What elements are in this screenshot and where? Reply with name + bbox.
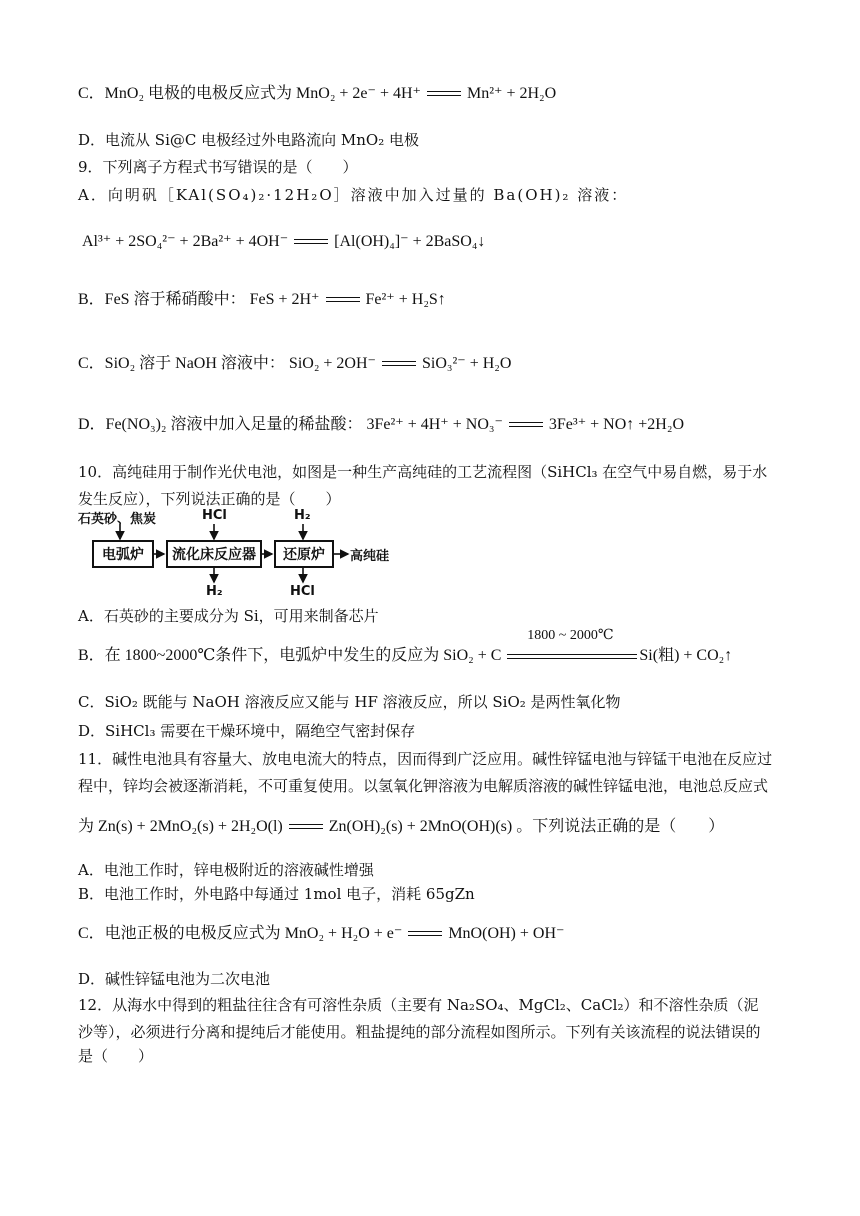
equals-sign-icon: [408, 930, 442, 938]
flow-product: 高纯硅: [350, 549, 390, 564]
q8c-text: C．MnO₂ 电极的电极反应式为: [78, 85, 293, 102]
q11-option-c: [78, 924, 800, 944]
q9d-eq-right: 3Fe³⁺ + NO↑ +2H₂O: [548, 416, 684, 433]
q9-stem: 9．下列离子方程式书写错误的是（ ）: [78, 158, 358, 176]
equals-sign-icon: [382, 360, 416, 368]
q11-eq-left: Zn(s) + 2MnO₂(s) + 2H₂O(l): [98, 818, 283, 835]
q10b-eq-right: Si(粗) + CO₂↑: [639, 647, 733, 664]
q10b-eq-left: SiO₂ + C: [443, 647, 502, 664]
q10-option-c: C．SiO₂ 既能与 NaOH 溶液反应又能与 HF 溶液反应，所以 SiO₂ 是两性氧化物: [78, 693, 621, 711]
q9c-eq-left: SiO₂ + 2OH⁻: [288, 355, 376, 372]
q11-option-d: D．碱性锌锰电池为二次电池: [78, 970, 271, 988]
q8c-eq-left: MnO₂ + 2e⁻ + 4H⁺: [296, 85, 421, 102]
q11-pre: 为: [78, 818, 95, 835]
q11-stem-line1: 11．碱性电池具有容量大、放电电流大的特点，因而得到广泛应用。碱性锌锰电池与锌锰干电池在反应过: [78, 750, 773, 768]
reaction-condition-label: 1800 ~ 2000℃: [527, 628, 614, 644]
q8-option-c: [78, 84, 800, 104]
q9-option-a-eq: [82, 232, 800, 252]
flow-input-hcl: HCl: [202, 508, 227, 523]
q11c-eq-left: MnO₂ + H₂O + e⁻: [284, 925, 403, 942]
box-reduction-furnace: 还原炉: [274, 540, 334, 568]
q10-option-b: [78, 628, 800, 666]
reaction-condition: [505, 628, 635, 666]
q10-stem-line1: 10．高纯硅用于制作光伏电池，如图是一种生产高纯硅的工艺流程图（SiHCl₃ 在空气中易自燃，易于水: [78, 463, 768, 481]
q11-eq-right: Zn(OH)₂(s) + 2MnO(OH)(s): [328, 818, 513, 835]
q8-option-d: D．电流从 Si@C 电极经过外电路流向 MnO₂ 电极: [78, 131, 419, 149]
q9-option-a-intro: A．向明矾［KAl(SO₄)₂·12H₂O］溶液中加入过量的 Ba(OH)₂ 溶液：: [78, 186, 629, 204]
q9-option-d: [78, 415, 800, 435]
q9b-eq-right: Fe²⁺ + H₂S↑: [365, 291, 446, 308]
q9a-eq-right: [Al(OH)₄]⁻ + 2BaSO₄↓: [334, 233, 486, 250]
q11-option-b: B．电池工作时，外电路中每通过 1mol 电子，消耗 65gZn: [78, 885, 475, 903]
flow-output-h2: H₂: [206, 584, 223, 599]
box-arc-furnace: 电弧炉: [92, 540, 154, 568]
process-flow-diagram: [78, 508, 398, 604]
q10-option-a: A．石英砂的主要成分为 Si，可用来制备芯片: [78, 607, 379, 625]
q12-stem-line2: 沙等），必须进行分离和提纯后才能使用。粗盐提纯的部分流程如图所示。下列有关该流程的说法错误的: [78, 1023, 761, 1041]
q9a-eq-left: Al³⁺ + 2SO₄²⁻ + 2Ba²⁺ + 4OH⁻: [82, 233, 289, 250]
q9b-text: B．FeS 溶于稀硝酸中：: [78, 291, 246, 308]
q9b-eq-left: FeS + 2H⁺: [249, 291, 320, 308]
q11c-eq-right: MnO(OH) + OH⁻: [448, 925, 565, 942]
flow-output-hcl: HCl: [290, 584, 315, 599]
q11-post: 。下列说法正确的是（ ）: [516, 818, 725, 835]
q11-stem-line2: 程中，锌均会被逐渐消耗，不可重复使用。以氢氧化钾溶液为电解质溶液的碱性锌锰电池，电池总反应式: [78, 777, 769, 795]
equals-sign-icon: [326, 296, 360, 304]
q9d-eq-left: 3Fe²⁺ + 4H⁺ + NO₃⁻: [366, 416, 503, 433]
q8c-eq-right: Mn²⁺ + 2H₂O: [467, 85, 557, 102]
equals-sign-icon: [294, 238, 328, 246]
equals-sign-icon: [427, 90, 461, 98]
q9c-eq-right: SiO₃²⁻ + H₂O: [421, 355, 512, 372]
q10-stem-line2: 发生反应），下列说法正确的是（ ）: [78, 490, 341, 508]
equals-sign-icon: [289, 823, 323, 831]
q11c-text: C．电池正极的电极反应式为: [78, 925, 281, 942]
q9-option-b: [78, 290, 800, 310]
q12-stem-line3: 是（ ）: [78, 1047, 154, 1065]
equals-sign-icon: [507, 653, 637, 661]
flow-input-quartz-coke: 石英砂、焦炭: [78, 512, 157, 527]
box-fluidized-bed-reactor: 流化床反应器: [166, 540, 262, 568]
q11-option-a: A．电池工作时，锌电极附近的溶液碱性增强: [78, 861, 374, 879]
q9-option-c: [78, 354, 800, 374]
q9c-text: C．SiO₂ 溶于 NaOH 溶液中：: [78, 355, 285, 372]
q12-stem-line1: 12．从海水中得到的粗盐往往含有可溶性杂质（主要有 Na₂SO₄、MgCl₂、CaCl₂）和不溶性杂质（泥: [78, 996, 759, 1014]
q11-stem-line3: [78, 817, 800, 837]
equals-sign-icon: [509, 421, 543, 429]
flow-input-h2: H₂: [294, 508, 311, 523]
q10b-text: B．在 1800~2000℃条件下，电弧炉中发生的反应为: [78, 647, 440, 664]
q10-option-d: D．SiHCl₃ 需要在干燥环境中，隔绝空气密封保存: [78, 722, 416, 740]
q9d-text: D．Fe(NO₃)₂ 溶液中加入足量的稀盐酸：: [78, 416, 363, 433]
